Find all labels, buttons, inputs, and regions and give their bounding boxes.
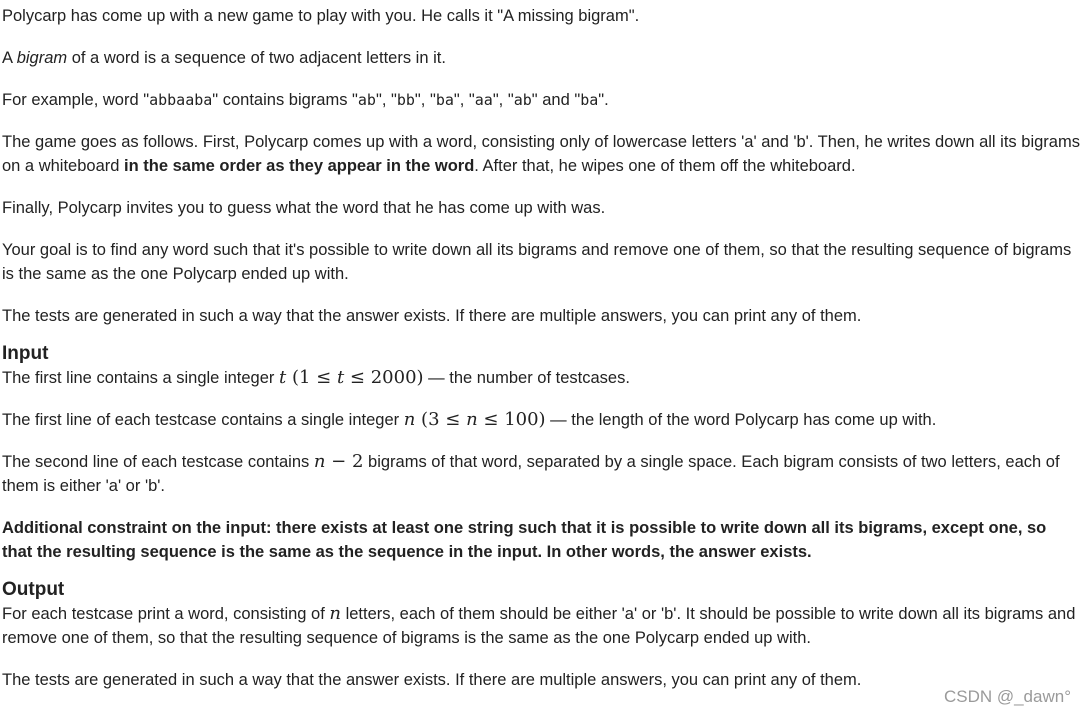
- emphasis-order: in the same order as they appear in the word: [124, 157, 475, 175]
- input-section: [2, 342, 1081, 564]
- intro-paragraph: Polycarp has come up with a new game to play with you. He calls it "A missing bigram".: [2, 7, 640, 25]
- bigram-code: aa: [474, 91, 493, 109]
- math-n: n (3 ≤ n ≤ 100): [403, 409, 546, 430]
- csdn-watermark: CSDN @_dawn°: [943, 687, 1071, 706]
- bigram-code: bb: [396, 91, 415, 109]
- bigram-code: ba: [435, 91, 454, 109]
- math-n-minus-2: n − 2: [313, 451, 364, 472]
- input-line-t: The first line contains a single integer t (1 ≤ t ≤ 2000) — the number of testcases.: [2, 367, 630, 388]
- problem-statement: [2, 4, 1081, 710]
- bigram-definition: A bigram of a word is a sequence of two adjacent letters in it.: [2, 49, 446, 67]
- example-word: abbaaba: [149, 91, 213, 109]
- output-section: [2, 578, 1081, 692]
- tests-note-paragraph: The tests are generated in such a way that the answer exists. If there are multiple answers, you can print any of them.: [2, 307, 862, 325]
- bigram-code: ab: [513, 91, 532, 109]
- guess-paragraph: Finally, Polycarp invites you to guess what the word that he has come up with was.: [2, 199, 606, 217]
- input-heading: Input: [2, 343, 49, 364]
- output-line-1: For each testcase print a word, consisting of n letters, each of them should be either 'a' or 'b'. It should be possible to write down all its bigrams and remove one of them, so that the resulting sequence of bigrams is the same as the one Polycarp ended up with.: [2, 603, 1076, 647]
- bigram-code: ba: [580, 91, 599, 109]
- example-paragraph: For example, word "abbaaba" contains bigrams "ab", "bb", "ba", "aa", "ab" and "ba".: [2, 91, 609, 109]
- output-line-2: The tests are generated in such a way that the answer exists. If there are multiple answers, you can print any of them.: [2, 671, 862, 689]
- output-heading: Output: [2, 579, 65, 600]
- game-rules-paragraph: The game goes as follows. First, Polycarp comes up with a word, consisting only of lowercase letters 'a' and 'b'. Then, he writes down all its bigrams on a whiteboard in the same order as they appear in the word. After that, he wipes one of them off the whiteboard.: [2, 133, 1080, 175]
- bigram-term: bigram: [16, 49, 68, 67]
- input-line-bigrams: The second line of each testcase contains n − 2 bigrams of that word, separated by a single space. Each bigram consists of two letters, each of them is either 'a' or 'b'.: [2, 451, 1060, 495]
- bigram-code: ab: [357, 91, 376, 109]
- input-constraint: Additional constraint on the input: there exists at least one string such that it is possible to write down all its bigrams, except one, so that the resulting sequence is the same as the sequence in the input. In other words, the answer exists.: [2, 519, 1047, 561]
- goal-paragraph: Your goal is to find any word such that it's possible to write down all its bigrams and remove one of them, so that the resulting sequence of bigrams is the same as the one Polycarp ended up with.: [2, 241, 1072, 283]
- math-n: n: [329, 603, 341, 624]
- math-t: t (1 ≤ t ≤ 2000): [278, 367, 424, 388]
- input-line-n: The first line of each testcase contains a single integer n (3 ≤ n ≤ 100) — the length of the word Polycarp has come up with.: [2, 409, 937, 430]
